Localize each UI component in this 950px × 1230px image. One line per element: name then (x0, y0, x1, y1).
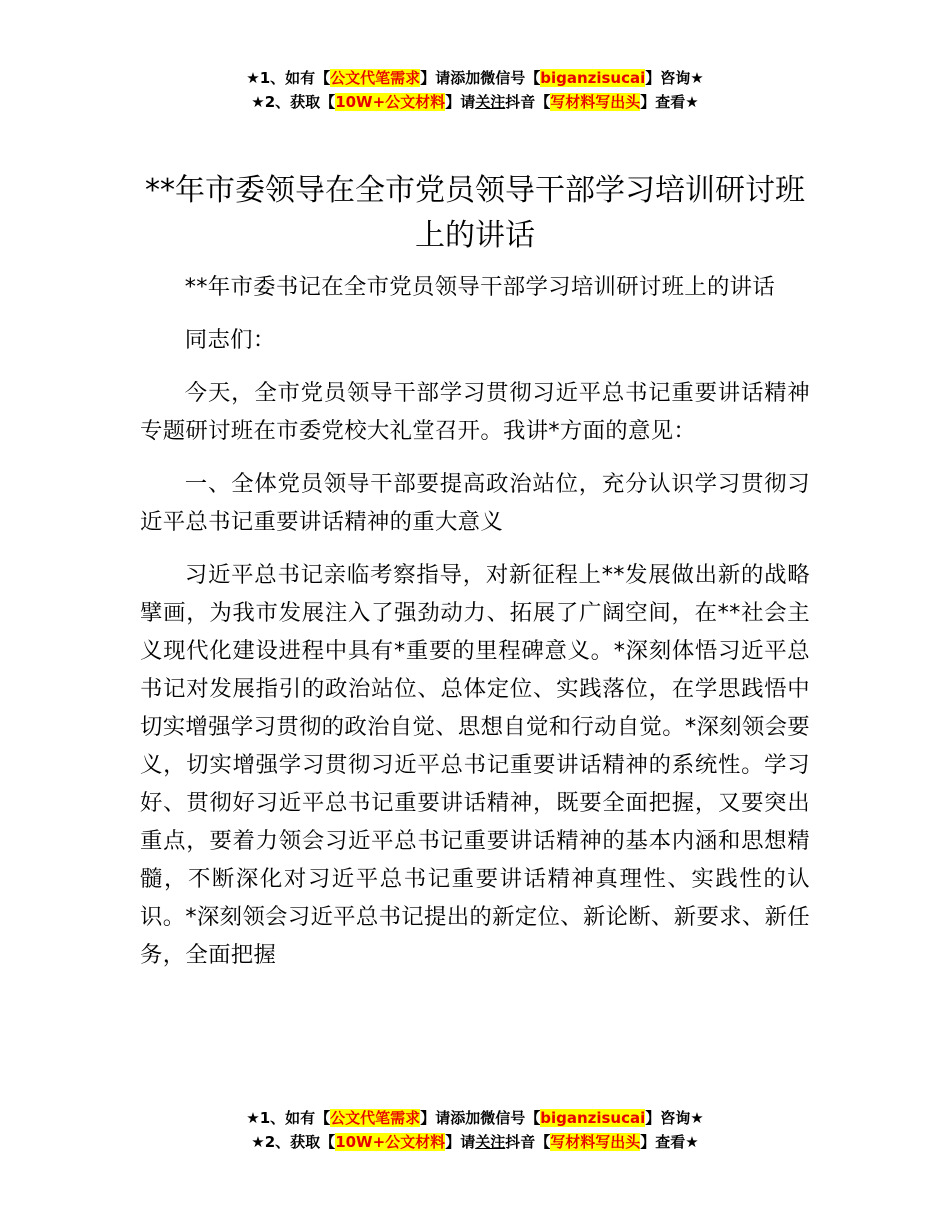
highlight-materials: 10W+公文材料 (335, 1133, 446, 1151)
document-body (140, 268, 810, 989)
highlight-ghostwriting: 公文代笔需求 (330, 1109, 421, 1127)
highlight-wechat-id: biganzisucai (540, 69, 646, 87)
highlight-douyin-account: 写材料写出头 (550, 93, 641, 111)
underlined-follow: 关注 (475, 93, 506, 111)
banner-line-1: ★1、如有【公文代笔需求】请添加微信号【biganzisucai】咨询★ (246, 69, 704, 87)
footer-line-1: ★1、如有【公文代笔需求】请添加微信号【biganzisucai】咨询★ (246, 1109, 704, 1127)
paragraph-intro: 今天，全市党员领导干部学习贯彻习近平总书记重要讲话精神专题研讨班在市委党校大礼堂召开。我讲*方面的意见： (140, 380, 810, 444)
paragraph-subtitle: **年市委书记在全市党员领导干部学习培训研讨班上的讲话 (184, 274, 776, 300)
header-banner (0, 66, 950, 114)
paragraph-body: 习近平总书记亲临考察指导，对新征程上**发展做出新的战略擘画，为我市发展注入了强劲动力、拓展了广阔空间，在**社会主义现代化建设进程中具有*重要的里程碑意义。*深刻体悟习近平总书记对发展指引的政治站位、总体定位、实践落位，在学思践悟中切实增强学习贯彻的政治自觉、思想自觉和行动自觉。*深刻领会要义，切实增强学习贯彻习近平总书记重要讲话精神的系统性。学习好、贯彻好习近平总书记重要讲话精神，既要全面把握，又要突出重点，要着力领会习近平总书记重要讲话精神的基本内涵和思想精髓，不断深化对习近平总书记重要讲话精神真理性、实践性的认识。*深刻领会习近平总书记提出的新定位、新论断、新要求、新任务，全面把握 (140, 562, 810, 968)
footer-banner (0, 1106, 950, 1154)
footer-line-2: ★2、获取【10W+公文材料】请关注抖音【写材料写出头】查看★ (251, 1133, 699, 1151)
highlight-douyin-account: 写材料写出头 (550, 1133, 641, 1151)
document-title: **年市委领导在全市党员领导干部学习培训研讨班上的讲话 (145, 173, 805, 253)
underlined-follow: 关注 (475, 1133, 506, 1151)
paragraph-section-heading: 一、全体党员领导干部要提高政治站位，充分认识学习贯彻习近平总书记重要讲话精神的重大意义 (140, 471, 810, 535)
banner-line-2: ★2、获取【10W+公文材料】请关注抖音【写材料写出头】查看★ (251, 93, 699, 111)
highlight-materials: 10W+公文材料 (335, 93, 446, 111)
highlight-wechat-id: biganzisucai (540, 1109, 646, 1127)
highlight-ghostwriting: 公文代笔需求 (330, 69, 421, 87)
paragraph-salutation: 同志们： (184, 327, 276, 353)
